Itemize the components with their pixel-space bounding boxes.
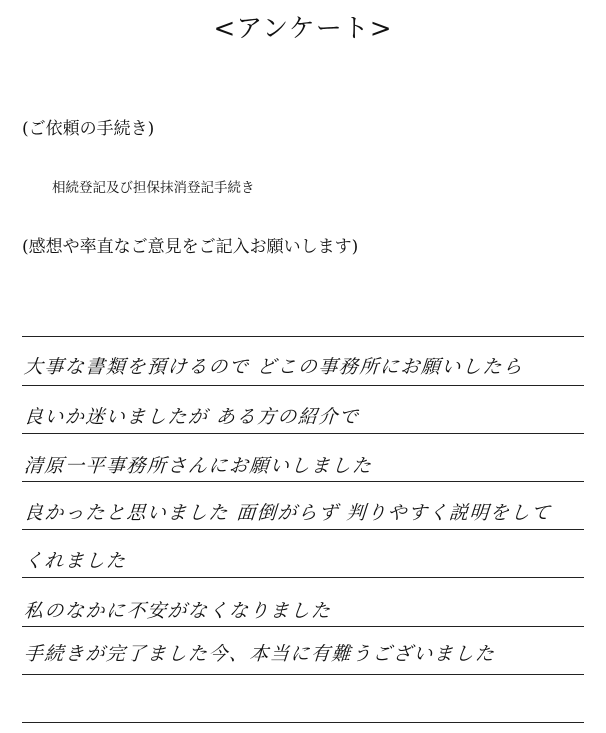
page-title: <アンケート> (213, 14, 393, 44)
rule-line (22, 577, 584, 578)
rule-line (22, 481, 584, 482)
comment-line: 良かったと思いました 面倒がらず 判りやすく説明をして (23, 502, 553, 524)
rule-line (22, 385, 584, 386)
rule-line (22, 433, 584, 434)
comments-heading: (感想や率直なご意見をご記入お願いします) (22, 237, 359, 257)
comment-line: 手続きが完了ました今、本当に有難うございました (23, 643, 497, 665)
comment-line: 清原一平事務所さんにお願いしました (23, 455, 374, 477)
rule-line (22, 626, 584, 627)
comment-line: くれました (23, 550, 128, 572)
rule-line (22, 674, 584, 675)
request-heading: (ご依頼の手続き) (22, 119, 155, 139)
comment-line: 大事な書類を預けるので どこの事務所にお願いしたら (23, 356, 525, 378)
rule-line (22, 529, 584, 530)
comment-line: 良いか迷いましたが ある方の紹介で (23, 406, 361, 428)
rule-line (22, 722, 584, 723)
comment-line: 私のなかに不安がなくなりました (23, 600, 333, 622)
request-value: 相続登記及び担保抹消登記手続き (52, 180, 255, 196)
rule-line (22, 336, 584, 337)
